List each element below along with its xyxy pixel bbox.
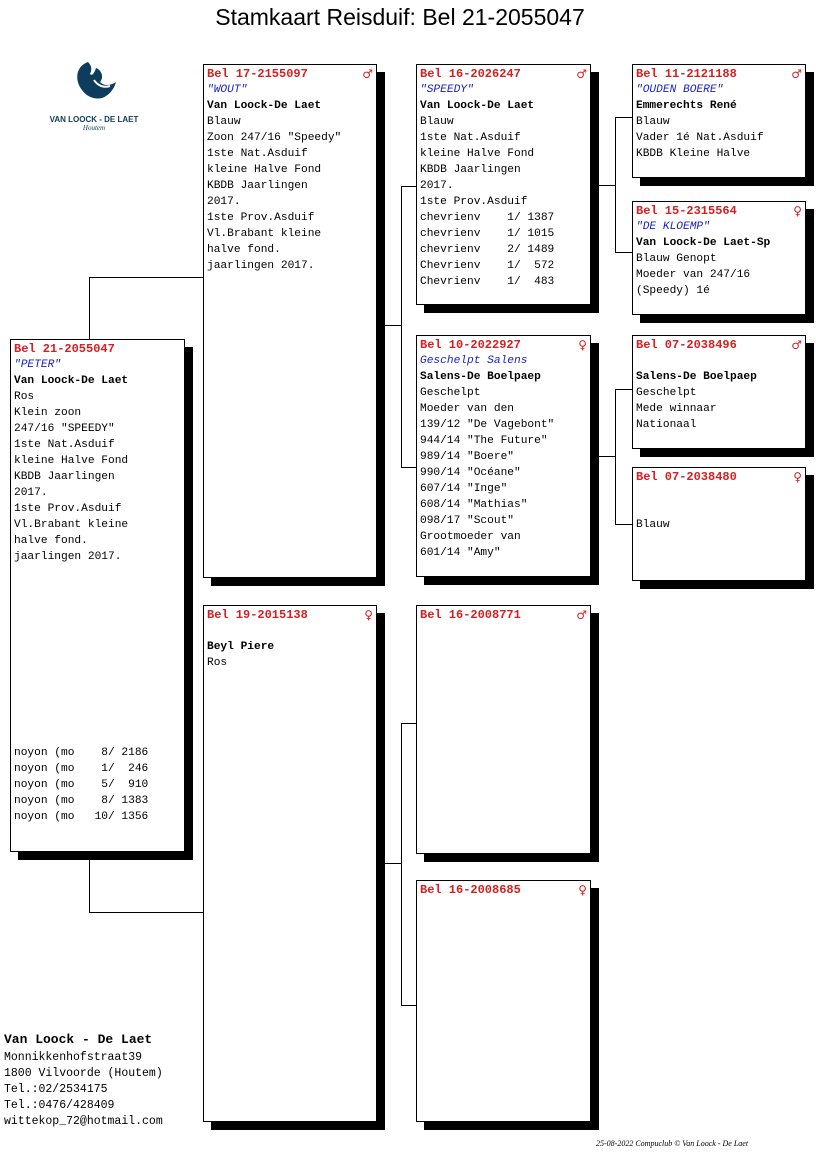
pedigree-note: 139/12 "De Vagebont" (420, 419, 555, 431)
pedigree-note: Chevrienv 1/ 572 (420, 260, 555, 272)
connector (598, 456, 615, 457)
pedigree-note: Grootmoeder van (420, 531, 521, 543)
pigeon-nickname: "OUDEN BOERE" (636, 84, 724, 96)
owner-name: Van Loock-De Laet (14, 375, 129, 387)
ring-number: Bel 19-2015138 (207, 608, 308, 622)
pigeon-nickname (207, 623, 373, 639)
logo-subtitle: Houtem (82, 124, 106, 132)
pigeon-card-dam-sire[interactable] (416, 605, 591, 854)
connector (401, 1005, 417, 1006)
connector (615, 117, 616, 253)
owner-name (636, 501, 802, 517)
pedigree-note: chevrienv 2/ 1489 (420, 244, 555, 256)
male-icon: ♂ (362, 67, 373, 81)
pedigree-note: Zoon 247/16 "Speedy" (207, 132, 342, 144)
card-header (420, 66, 587, 82)
pedigree-note: Blauw (636, 116, 670, 128)
pedigree-note: 989/14 "Boere" (420, 451, 514, 463)
pedigree-note: kleine Halve Fond (420, 148, 535, 160)
card-header (207, 607, 373, 623)
pedigree-note: Blauw Genopt (636, 253, 717, 265)
pedigree-note: chevrienv 1/ 1387 (420, 212, 555, 224)
female-icon: ♀ (793, 470, 802, 484)
card-header (636, 337, 802, 353)
owner-name (420, 639, 587, 655)
male-icon: ♂ (576, 608, 587, 622)
card-header (636, 203, 802, 219)
pedigree-note: Klein zoon (14, 407, 82, 419)
pedigree-note: 944/14 "The Future" (420, 435, 548, 447)
connector (401, 723, 402, 1005)
race-result: noyon (mo 1/ 246 (14, 763, 149, 775)
pedigree-note: jaarlingen 2017. (14, 551, 122, 563)
pedigree-note: 1ste Prov.Asduif (207, 212, 315, 224)
pigeon-nickname: Geschelpt Salens (420, 355, 528, 367)
pedigree-note: Blauw (636, 519, 670, 531)
pedigree-note: Vl.Brabant kleine (207, 228, 322, 240)
pedigree-note: 607/14 "Inge" (420, 483, 508, 495)
owner-name: Emmerechts René (636, 100, 737, 112)
breeder-phone: Tel.:02/2534175 (4, 1083, 108, 1096)
pedigree-note: Moeder van 247/16 (636, 269, 751, 281)
pedigree-note: 1ste Nat.Asduif (420, 132, 521, 144)
card-header (420, 337, 587, 353)
female-icon: ♀ (793, 204, 802, 218)
connector (615, 252, 632, 253)
male-icon: ♂ (791, 338, 802, 352)
connector (89, 277, 204, 278)
card-header (636, 66, 802, 82)
pedigree-note: 1ste Nat.Asduif (14, 439, 115, 451)
pedigree-note: kleine Halve Fond (14, 455, 129, 467)
card-header (420, 607, 587, 623)
connector (89, 277, 90, 339)
pedigree-note: 2017. (207, 196, 241, 208)
connector (384, 863, 401, 864)
pigeon-nickname (420, 898, 587, 914)
pigeon-card-sire-sire[interactable] (416, 64, 591, 305)
pedigree-note: 1ste Prov.Asduif (420, 196, 528, 208)
pedigree-note: 2017. (420, 180, 454, 192)
pedigree-note: 608/14 "Mathias" (420, 499, 528, 511)
pigeon-card-sire-sire-sire[interactable] (632, 64, 806, 178)
owner-name: Van Loock-De Laet-Sp (636, 237, 771, 249)
pedigree-note: Geschelpt (420, 387, 481, 399)
pigeon-card-sire-sire-dam[interactable] (632, 201, 806, 315)
connector (615, 117, 632, 118)
pedigree-note: Moeder van den (420, 403, 514, 415)
owner-name (420, 914, 587, 930)
female-icon: ♀ (578, 883, 587, 897)
connector (615, 524, 632, 525)
pedigree-note: Ros (207, 657, 228, 669)
owner-name: Salens-De Boelpaep (636, 371, 757, 383)
connector (615, 389, 632, 390)
owner-name: Van Loock-De Laet (420, 100, 535, 112)
male-icon: ♂ (576, 67, 587, 81)
pedigree-note: Vl.Brabant kleine (14, 519, 129, 531)
pedigree-note: 601/14 "Amy" (420, 547, 501, 559)
breeder-info (4, 1032, 163, 1130)
breeder-mobile: Tel.:0476/428409 (4, 1099, 115, 1112)
ring-number: Bel 07-2038480 (636, 470, 737, 484)
logo-brand: VAN LOOCK - DE LAET (49, 115, 139, 124)
pedigree-note: KBDB Jaarlingen (14, 471, 115, 483)
card-header (14, 341, 181, 357)
pedigree-note: Nationaal (636, 419, 697, 431)
breeder-address: Monnikkenhofstraat39 (4, 1051, 143, 1064)
pigeon-nickname (420, 623, 587, 639)
pedigree-note: 1ste Nat.Asduif (207, 148, 308, 160)
race-result: noyon (mo 5/ 910 (14, 779, 149, 791)
ring-number: Bel 16-2026247 (420, 67, 521, 81)
race-result: noyon (mo 8/ 1383 (14, 795, 149, 807)
pedigree-note: halve fond. (14, 535, 88, 547)
pedigree-note: Blauw (420, 116, 454, 128)
pigeon-card-dam-dam[interactable] (416, 880, 591, 1122)
card-header (207, 66, 373, 82)
race-result: noyon (mo 8/ 2186 (14, 747, 149, 759)
club-logo (38, 60, 150, 132)
pigeon-nickname (636, 353, 802, 369)
pedigree-note: KBDB Kleine Halve (636, 148, 751, 160)
pedigree-note: 2017. (14, 487, 48, 499)
footer-credit: 25-08-2022 Compuclub © Van Loock - De Laet (596, 1139, 749, 1148)
pedigree-note: 098/17 "Scout" (420, 515, 514, 527)
ring-number: Bel 16-2008771 (420, 608, 521, 622)
connector (401, 467, 417, 468)
ring-number: Bel 16-2008685 (420, 883, 521, 897)
connector (89, 912, 204, 913)
pigeon-nickname: "DE KLOEMP" (636, 221, 710, 233)
connector (89, 851, 90, 913)
owner-name: Van Loock-De Laet (207, 100, 322, 112)
pigeon-card-sire-dam-sire[interactable] (632, 335, 806, 449)
ring-number: Bel 07-2038496 (636, 338, 737, 352)
pigeon-card-sire[interactable] (203, 64, 377, 578)
pigeon-nickname: "SPEEDY" (420, 84, 474, 96)
pigeon-card-subject[interactable] (10, 339, 185, 852)
pedigree-note: chevrienv 1/ 1015 (420, 228, 555, 240)
race-results (14, 745, 148, 825)
ring-number: Bel 21-2055047 (14, 342, 115, 356)
female-icon: ♀ (364, 608, 373, 622)
pedigree-note: Chevrienv 1/ 483 (420, 276, 555, 288)
pigeon-card-dam[interactable] (203, 605, 377, 1122)
pigeon-nickname (636, 485, 802, 501)
pigeon-logo-icon (64, 60, 124, 108)
pigeon-nickname: "WOUT" (207, 84, 248, 96)
page-title: Stamkaart Reisduif: Bel 21-2055047 (215, 4, 585, 30)
owner-name: Beyl Piere (207, 641, 275, 653)
ring-number: Bel 10-2022927 (420, 338, 521, 352)
breeder-city: 1800 Vilvoorde (Houtem) (4, 1067, 163, 1080)
owner-name: Salens-De Boelpaep (420, 371, 541, 383)
pedigree-note: KBDB Jaarlingen (420, 164, 521, 176)
ring-number: Bel 17-2155097 (207, 67, 308, 81)
ring-number: Bel 11-2121188 (636, 67, 737, 81)
female-icon: ♀ (578, 338, 587, 352)
pigeon-nickname: "PETER" (14, 359, 61, 371)
pedigree-note: KBDB Jaarlingen (207, 180, 308, 192)
connector (401, 186, 417, 187)
pedigree-note: halve fond. (207, 244, 281, 256)
pedigree-note: (Speedy) 1é (636, 285, 710, 297)
pedigree-note: Vader 1é Nat.Asduif (636, 132, 764, 144)
connector (401, 186, 402, 468)
male-icon: ♂ (791, 67, 802, 81)
card-header (636, 469, 802, 485)
pedigree-note: jaarlingen 2017. (207, 260, 315, 272)
race-result: noyon (mo 10/ 1356 (14, 811, 149, 823)
connector (598, 185, 615, 186)
pedigree-note: 247/16 "SPEEDY" (14, 423, 115, 435)
pedigree-note: Mede winnaar (636, 403, 717, 415)
connector (401, 723, 417, 724)
pedigree-note: 990/14 "Océane" (420, 467, 521, 479)
pigeon-card-sire-dam[interactable] (416, 335, 591, 577)
card-header (420, 882, 587, 898)
connector (384, 325, 401, 326)
pedigree-note: Geschelpt (636, 387, 697, 399)
pedigree-note: 1ste Prov.Asduif (14, 503, 122, 515)
breeder-name: Van Loock - De Laet (4, 1032, 153, 1047)
pigeon-card-sire-dam-dam[interactable] (632, 467, 806, 581)
pedigree-note: Blauw (207, 116, 241, 128)
pedigree-note: Ros (14, 391, 35, 403)
pedigree-note: kleine Halve Fond (207, 164, 322, 176)
connector (615, 389, 616, 525)
ring-number: Bel 15-2315564 (636, 204, 737, 218)
breeder-email[interactable]: wittekop_72@hotmail.com (4, 1115, 163, 1128)
